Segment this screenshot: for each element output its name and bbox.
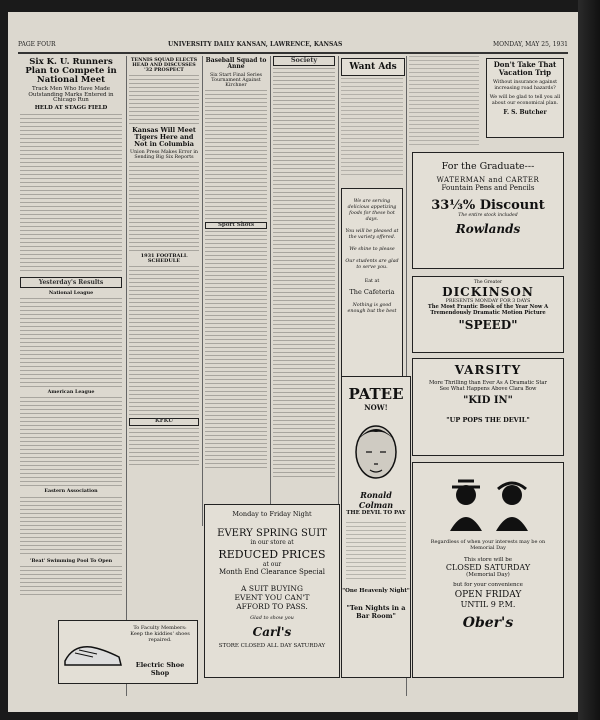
patee-line3: "Ten Nights in a Bar Room" bbox=[346, 604, 406, 620]
column-rule bbox=[126, 56, 127, 696]
shoe-brand: Electric Shoe Shop bbox=[135, 661, 185, 677]
suit-line2: EVERY SPRING SUIT bbox=[217, 528, 327, 539]
suit-line7: A SUIT BUYING EVENT YOU CAN'T AFFORD TO PASS. bbox=[234, 584, 310, 611]
column-tennis bbox=[129, 56, 199, 486]
dickinson-pre: The Greater bbox=[473, 280, 503, 285]
dickinson-movie: "SPEED" bbox=[458, 318, 518, 332]
varsity-line1: More Thrilling than Ever As A Dramatic Star bbox=[429, 380, 547, 386]
vacation-line3: Without insurance against increasing road hazards? bbox=[492, 80, 558, 91]
suit-line5: at our bbox=[262, 561, 282, 568]
column-sports-track bbox=[20, 56, 122, 616]
deck-union: Union Press Makes Error in Sending Big Six Reports bbox=[130, 149, 198, 160]
vacation-line1: Don't Take That bbox=[493, 60, 557, 69]
subhead-pool: 'Beat' Swimming Pool To Open bbox=[29, 557, 113, 564]
subhead-american: American League bbox=[47, 389, 95, 396]
sport-shots-body bbox=[205, 231, 267, 471]
ad-electric-shoe-shop bbox=[58, 620, 198, 684]
patee-line2: "One Heavenly Night" bbox=[342, 588, 410, 594]
couple-illustration-icon bbox=[428, 471, 548, 531]
scores-eastern bbox=[20, 497, 122, 557]
suit-line8: Glad to show you bbox=[250, 615, 294, 621]
grad-line3: Fountain Pens and Pencils bbox=[441, 184, 535, 192]
patee-movie: THE DEVIL TO PAY bbox=[346, 510, 406, 516]
patee-star: Ronald Colman bbox=[358, 490, 394, 510]
kfku-box: KFKU bbox=[129, 418, 199, 426]
grad-line1: For the Graduate--- bbox=[441, 161, 535, 172]
patee-now: NOW! bbox=[364, 403, 388, 412]
classified-body bbox=[409, 56, 479, 146]
vacation-line2: Vacation Trip bbox=[498, 68, 552, 77]
suit-line3: in our store at bbox=[250, 539, 294, 546]
column-rule bbox=[338, 56, 339, 526]
sport-shots-box: Sport Shots bbox=[205, 222, 267, 230]
dickinson-line1: PRESENTS MONDAY FOR 3 DAYS bbox=[445, 299, 531, 304]
obers-line6: OPEN FRIDAY bbox=[454, 590, 522, 600]
obers-line5: but for your convenience bbox=[453, 582, 523, 588]
schedule-body bbox=[129, 266, 199, 416]
subhead-stagg: HELD AT STAGG FIELD bbox=[34, 105, 108, 112]
grad-discount: 33⅓% Discount bbox=[431, 198, 545, 213]
vacation-agent: F. S. Butcher bbox=[503, 109, 547, 116]
shoe-text: To Faculty Members: Keep the kiddies' shoes repaired. bbox=[130, 625, 190, 643]
obers-line3: CLOSED SATURDAY bbox=[445, 563, 531, 572]
masthead: UNIVERSITY DAILY KANSAN, LAWRENCE, KANSAS bbox=[168, 41, 343, 48]
obers-logo: Ober's bbox=[462, 615, 514, 631]
subhead-eastern: Eastern Association bbox=[44, 488, 98, 495]
tennis-body bbox=[129, 75, 199, 125]
union-body bbox=[129, 162, 199, 252]
article-body bbox=[20, 114, 122, 274]
date: MONDAY, MAY 25, 1931 bbox=[492, 41, 568, 48]
column-baseball bbox=[205, 56, 267, 486]
varsity-line2: See What Happens Above Clara Bow bbox=[439, 386, 537, 392]
deck-runners: Track Men Who Have Made Outstanding Marks Entered in Chicago Run bbox=[28, 85, 114, 104]
grad-line5: The entire stock included bbox=[458, 213, 518, 218]
obers-line2: This store will be bbox=[463, 557, 513, 563]
obers-line7: UNTIL 9 P.M. bbox=[460, 600, 516, 609]
varsity-title: VARSITY bbox=[454, 363, 522, 377]
deck-baseball: Six Start Final Series Tournament Against Kirchner bbox=[210, 72, 262, 88]
cafeteria-line4: Our students are glad to serve you. bbox=[345, 259, 399, 270]
obers-line4: (Memorial Day) bbox=[466, 572, 510, 578]
column-rule bbox=[202, 56, 203, 526]
actor-portrait bbox=[346, 416, 406, 486]
ad-carls-suits bbox=[204, 504, 340, 678]
carls-logo: Carl's bbox=[252, 625, 292, 639]
varsity-feature: "UP POPS THE DEVIL" bbox=[446, 416, 530, 424]
column-rule bbox=[270, 56, 271, 526]
ad-patee bbox=[341, 376, 411, 678]
scores-national bbox=[20, 298, 122, 388]
ad-obers bbox=[412, 462, 564, 678]
headline-tigers: Kansas Will Meet Tigers Here and Not in Columbia bbox=[132, 126, 196, 148]
cafeteria-title: The Cafeteria bbox=[349, 288, 395, 296]
baseball-body bbox=[205, 90, 267, 220]
newspaper-page bbox=[8, 12, 578, 712]
cafeteria-line5: Eat at bbox=[364, 279, 380, 284]
society-box: Society bbox=[273, 56, 335, 66]
suit-line1: Monday to Friday Night bbox=[232, 510, 312, 518]
vacation-line4: We will be glad to tell you all about our economical plan. bbox=[489, 95, 561, 106]
subhead-national: National League bbox=[48, 290, 94, 297]
patee-copy bbox=[346, 522, 406, 582]
cafeteria-line1: We are serving delicious appetizing foods for these hot days. bbox=[347, 199, 397, 222]
headline-baseball: Baseball Squad to Anne bbox=[205, 57, 267, 71]
schedule-title: 1931 FOOTBALL SCHEDULE bbox=[140, 252, 188, 264]
dickinson-line2: The Most Frantic Book of the Year Now A Tremendously Dramatic Motion Picture bbox=[427, 304, 549, 316]
column-society bbox=[273, 56, 335, 486]
ad-dickinson bbox=[412, 276, 564, 353]
suit-line4: REDUCED PRICES bbox=[218, 548, 326, 561]
want-ads-title: Want Ads bbox=[341, 58, 405, 76]
ad-varsity bbox=[412, 358, 564, 456]
dickinson-title: DICKINSON bbox=[442, 285, 534, 299]
want-ads-body bbox=[341, 78, 403, 178]
patee-title: PATEE bbox=[348, 385, 404, 403]
society-body bbox=[273, 68, 335, 478]
kfku-body bbox=[129, 428, 199, 468]
page-number: PAGE FOUR bbox=[18, 41, 56, 48]
rowlands-logo: Rowlands bbox=[455, 222, 521, 236]
scan-edge bbox=[578, 0, 600, 720]
cafeteria-line2: You will be pleased at the variety offered. bbox=[345, 229, 399, 240]
grad-line2: WATERMAN and CARTER bbox=[436, 176, 540, 184]
suit-line6: Month End Clearance Special bbox=[219, 568, 325, 576]
ad-graduate-pens bbox=[412, 152, 564, 269]
shoe-icon bbox=[63, 635, 123, 669]
ad-vacation-insurance bbox=[486, 58, 564, 138]
cafeteria-line3: We shine to please bbox=[349, 247, 395, 252]
pool-article bbox=[20, 566, 122, 596]
ad-cafeteria bbox=[341, 188, 403, 388]
varsity-movie: "KID IN" bbox=[463, 395, 513, 406]
headline-runners: Six K. U. Runners Plan to Compete in National Meet bbox=[25, 57, 117, 85]
headline-tennis: TENNIS SQUAD ELECTS HEAD AND DISCUSSES '32 PROSPECT bbox=[130, 57, 198, 74]
scores-american bbox=[20, 397, 122, 487]
obers-line1: Regardless of when your interests may be on Memorial Day bbox=[430, 539, 546, 551]
suit-line9: STORE CLOSED ALL DAY SATURDAY bbox=[218, 643, 326, 649]
page-header bbox=[18, 38, 568, 54]
cafeteria-line7: Nothing is good enough but the best bbox=[347, 303, 397, 314]
results-box: Yesterday's Results bbox=[20, 277, 122, 289]
